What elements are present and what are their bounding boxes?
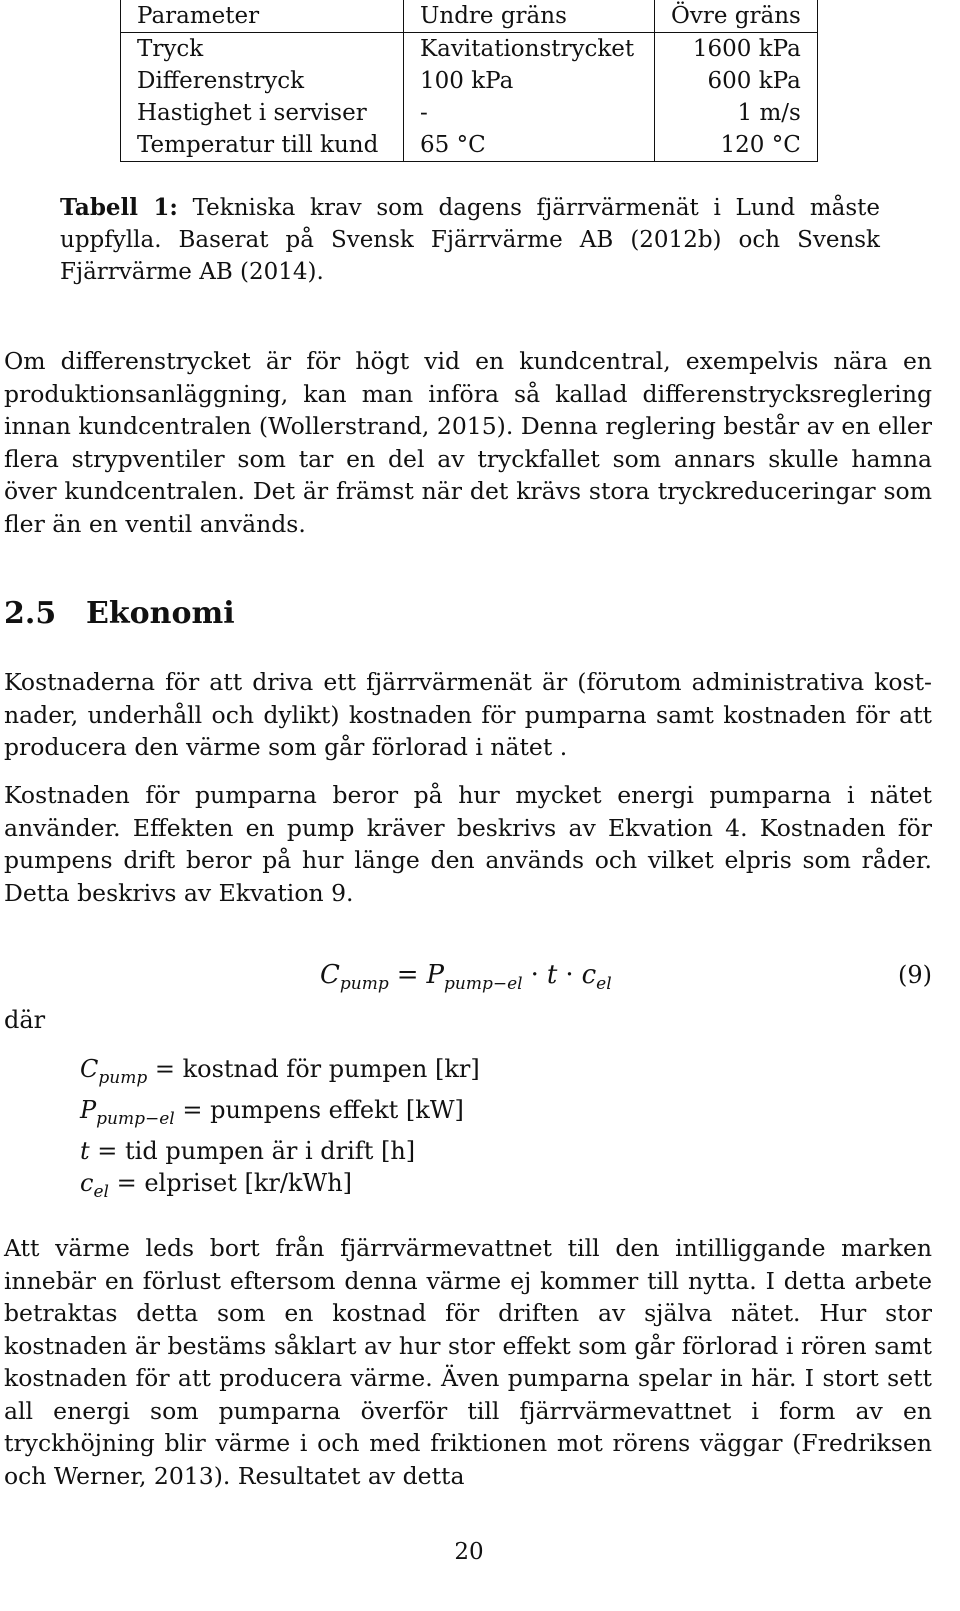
parameter-table [120, 0, 818, 162]
equation-number: (9) [898, 961, 932, 989]
eq-c: c [581, 960, 597, 990]
eq-t: t [546, 960, 558, 990]
definition-symbol: P [80, 1096, 97, 1124]
definition-symbol: c [80, 1169, 94, 1197]
definition-text: = kostnad för pumpen [kr] [154, 1055, 480, 1083]
table-cell: 120 °C [720, 132, 801, 158]
table-cell: - [404, 97, 655, 129]
table-cell: 1600 kPa [692, 36, 801, 62]
eq-dot: · [530, 960, 539, 990]
eq-p: P [426, 960, 445, 990]
definition-text: = pumpens effekt [kW] [182, 1096, 464, 1124]
paragraph-heat-loss: Att värme leds bort från fjärrvärmevattnet till den intilliggande marken innebär en förlust eftersom denna värme ej kommer till nytta. I detta arbete betraktas detta som en kostnad för driften av själva nätet. Hur stor kostnaden är bestäms såklart av hur stor effekt som går förlorad i rören samt kostnaden för att producera värme. Även pumparna spelar in här. I stort sett all energi som pumparna överför till fjärrvärmevattnet i form av en tryckhöjning blir värme i och med friktionen mot rörens väggar (Fredriksen och Werner, 2013). Resultatet av detta [4, 1234, 932, 1490]
table-cell: Hastighet i serviser [121, 97, 404, 129]
definition-symbol: t [80, 1137, 90, 1165]
page-number: 20 [454, 1539, 484, 1565]
paragraph-costs: Kostnaderna för att driva ett fjärrvärmenät är (förutom administrativa kostnader, underhåll och dylikt) kostnaden för pumparna samt kostnaden för att producera den värme som går förlorad i nätet . [4, 668, 932, 761]
section-number: 2.5 [4, 596, 57, 631]
definition-row [80, 1094, 480, 1135]
table-row [121, 129, 818, 162]
table-header-cell: Undre gräns [404, 0, 655, 33]
table-cell: Differenstryck [121, 65, 404, 97]
eq-dot: · [565, 960, 574, 990]
section-title: Ekonomi [86, 596, 235, 631]
definition-sub: el [93, 1182, 109, 1202]
table-row [121, 33, 818, 66]
definition-row [80, 1167, 480, 1208]
table-cell: 65 °C [404, 129, 655, 162]
table-cell: Tryck [121, 33, 404, 66]
paragraph-differential-pressure: Om differenstrycket är för högt vid en kundcentral, exempelvis nära en produktionsanläggning, kan man införa så kallad differenstrycksreglering innan kundcentralen (Wollerstrand, 2015). Denna reglering består av en eller flera strypventiler som tar en del av tryckfallet som annars skulle hamna över kundcentralen. Det är främst när det krävs stora tryckreduceringar som fler än en ventil används. [4, 347, 932, 538]
table-cell: Kavitationstrycket [404, 33, 655, 66]
definition-row [80, 1053, 480, 1094]
table-cell: Temperatur till kund [121, 129, 404, 162]
table-cell: 600 kPa [707, 68, 801, 94]
table-row [121, 97, 818, 129]
definition-text: = elpriset [kr/kWh] [116, 1169, 353, 1197]
table-header-row [121, 0, 818, 33]
table-caption [60, 192, 880, 288]
table-row [121, 65, 818, 97]
eq-lhs-sub: pump [339, 974, 389, 994]
table-header-cell: Parameter [121, 0, 404, 33]
section-heading [4, 594, 235, 634]
definition-sub: pump−el [96, 1109, 175, 1129]
table-cell: 1 m/s [737, 100, 801, 126]
eq-lhs: C [320, 960, 340, 990]
table-cell: 100 kPa [404, 65, 655, 97]
definition-symbol: C [80, 1055, 99, 1083]
definition-row [80, 1135, 480, 1167]
eq-equals: = [396, 960, 419, 990]
definition-sub: pump [98, 1068, 148, 1088]
equation-9 [320, 955, 612, 1004]
paragraph-pump-costs: Kostnaden för pumparna beror på hur mycket energi pumparna i nätet använder. Effekten en pump kräver beskrivs av Ekvation 4. Kostnaden för pumpens drift beror på hur länge den används och vilket elpris som råder. Detta beskrivs av Ekvation 9. [4, 781, 932, 907]
table-caption-label: Tabell 1: [60, 194, 178, 221]
eq-p-sub: pump−el [444, 974, 523, 994]
dar-label: där [4, 1006, 46, 1034]
definition-text: = tid pumpen är i drift [h] [97, 1137, 416, 1165]
table-caption-text: Tekniska krav som dagens fjärrvärmenät i Lund måste uppfylla. Baserat på Svensk Fjärrvärme AB (2012b) och Svensk Fjärrvärme AB (2014). [60, 195, 881, 285]
table-header-cell: Övre gräns [655, 0, 818, 33]
eq-c-sub: el [596, 974, 612, 994]
variable-definitions [80, 1053, 480, 1208]
